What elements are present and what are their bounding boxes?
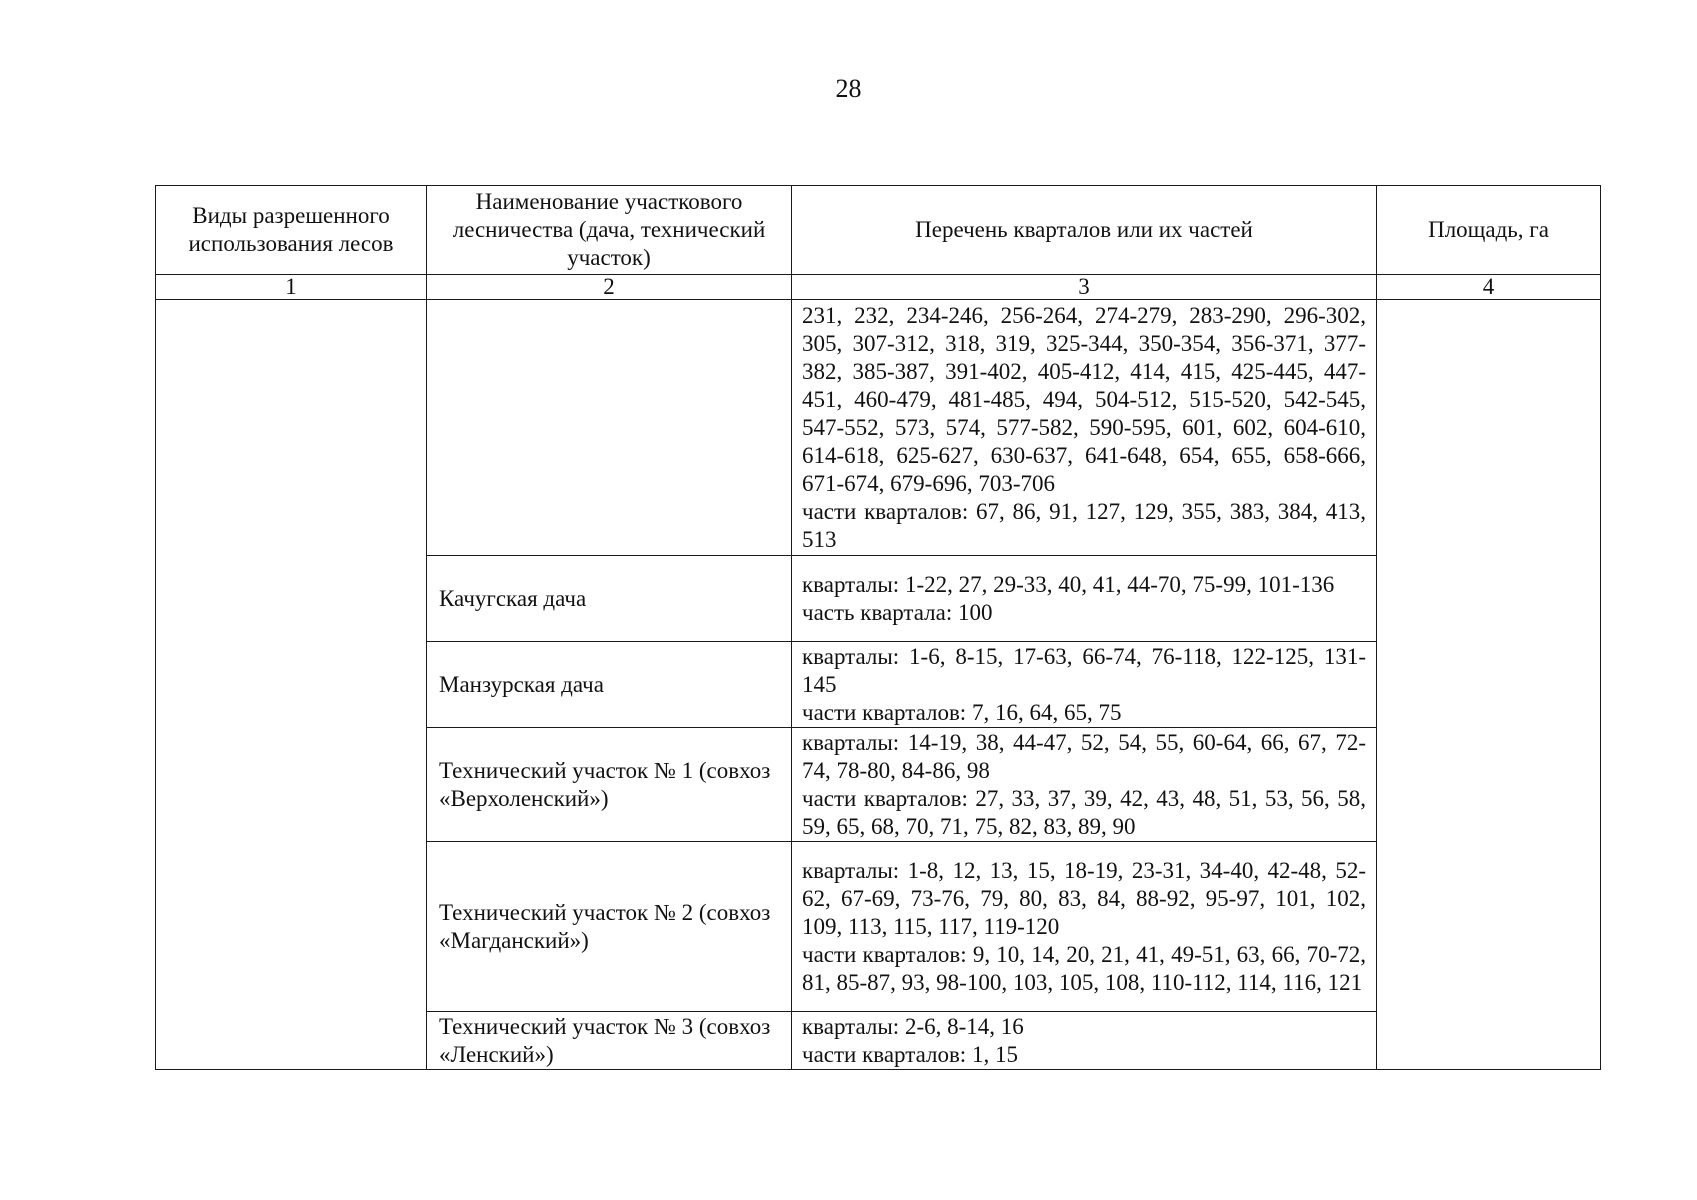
table-row xyxy=(156,300,1601,556)
quarters-line: кварталы: 1-8, 12, 13, 15, 18-19, 23-31, 34-40, 42-48, 52-62, 67-69, 73-76, 79, 80, 83, 84, 88-92, 95-97, 101, 102, 109, 113, 115, 117, 119-120 xyxy=(802,857,1366,939)
quarters-line: кварталы: 1-6, 8-15, 17-63, 66-74, 76-118, 122-125, 131-145 xyxy=(802,643,1366,697)
quarters-cell xyxy=(792,642,1377,728)
quarters-line: 231, 232, 234-246, 256-264, 274-279, 283-290, 296-302, 305, 307-312, 318, 319, 325-344, 350-354, 356-371, 377-382, 385-387, 391-402, 405-412, 414, 415, 425-445, 447-451, 460-479, 481-485, 494, 504-512, 515-520, 542-545, 547-552, 573, 574, 577-582, 590-595, 601, 602, 604-610, 614-618, 625-627, 630-637, 641-648, 654, 655, 658-666, 671-674, 679-696, 703-706 xyxy=(802,302,1366,496)
use-type-cell xyxy=(156,300,427,1070)
quarters-cell xyxy=(792,300,1377,556)
header-use-type: Виды разрешенного использования лесов xyxy=(156,186,427,275)
quarters-cell xyxy=(792,556,1377,642)
forest-use-table xyxy=(155,185,1601,1070)
column-number: 4 xyxy=(1377,275,1601,300)
table-header-row xyxy=(156,186,1601,275)
district-cell: Манзурская дача xyxy=(427,642,792,728)
quarters-cell xyxy=(792,1012,1377,1070)
page-number: 28 xyxy=(835,74,862,103)
quarters-cell xyxy=(792,842,1377,1012)
area-cell xyxy=(1377,300,1601,1070)
district-cell: Технический участок № 3 (совхоз «Ленский») xyxy=(427,1012,792,1070)
column-number: 1 xyxy=(156,275,427,300)
header-area: Площадь, га xyxy=(1377,186,1601,275)
partial-quarters-line: части кварталов: 7, 16, 64, 65, 75 xyxy=(802,699,1122,725)
district-cell: Технический участок № 2 (совхоз «Магданский») xyxy=(427,842,792,1012)
partial-quarters-line: части кварталов: 1, 15 xyxy=(802,1041,1018,1067)
district-cell xyxy=(427,300,792,556)
column-number: 3 xyxy=(792,275,1377,300)
column-number-row xyxy=(156,275,1601,300)
partial-quarters-line: части кварталов: 9, 10, 14, 20, 21, 41, 49-51, 63, 66, 70-72, 81, 85-87, 93, 98-100, 103, 105, 108, 110-112, 114, 116, 121 xyxy=(802,941,1366,995)
column-number: 2 xyxy=(427,275,792,300)
quarters-line: кварталы: 14-19, 38, 44-47, 52, 54, 55, 60-64, 66, 67, 72-74, 78-80, 84-86, 98 xyxy=(802,729,1366,783)
quarters-line: кварталы: 1-22, 27, 29-33, 40, 41, 44-70, 75-99, 101-136 xyxy=(802,571,1335,597)
header-quarters-list: Перечень кварталов или их частей xyxy=(792,186,1377,275)
quarters-cell xyxy=(792,728,1377,842)
header-district-name: Наименование участкового лесничества (дача, технический участок) xyxy=(427,186,792,275)
partial-quarters-line: части кварталов: 27, 33, 37, 39, 42, 43, 48, 51, 53, 56, 58, 59, 65, 68, 70, 71, 75, 82, 83, 89, 90 xyxy=(802,785,1366,839)
district-cell: Технический участок № 1 (совхоз «Верхоленский») xyxy=(427,728,792,842)
partial-quarters-line: части кварталов: 67, 86, 91, 127, 129, 355, 383, 384, 413, 513 xyxy=(802,498,1366,552)
partial-quarters-line: часть квартала: 100 xyxy=(802,599,993,625)
quarters-line: кварталы: 2-6, 8-14, 16 xyxy=(802,1013,1024,1039)
district-cell: Качугская дача xyxy=(427,556,792,642)
